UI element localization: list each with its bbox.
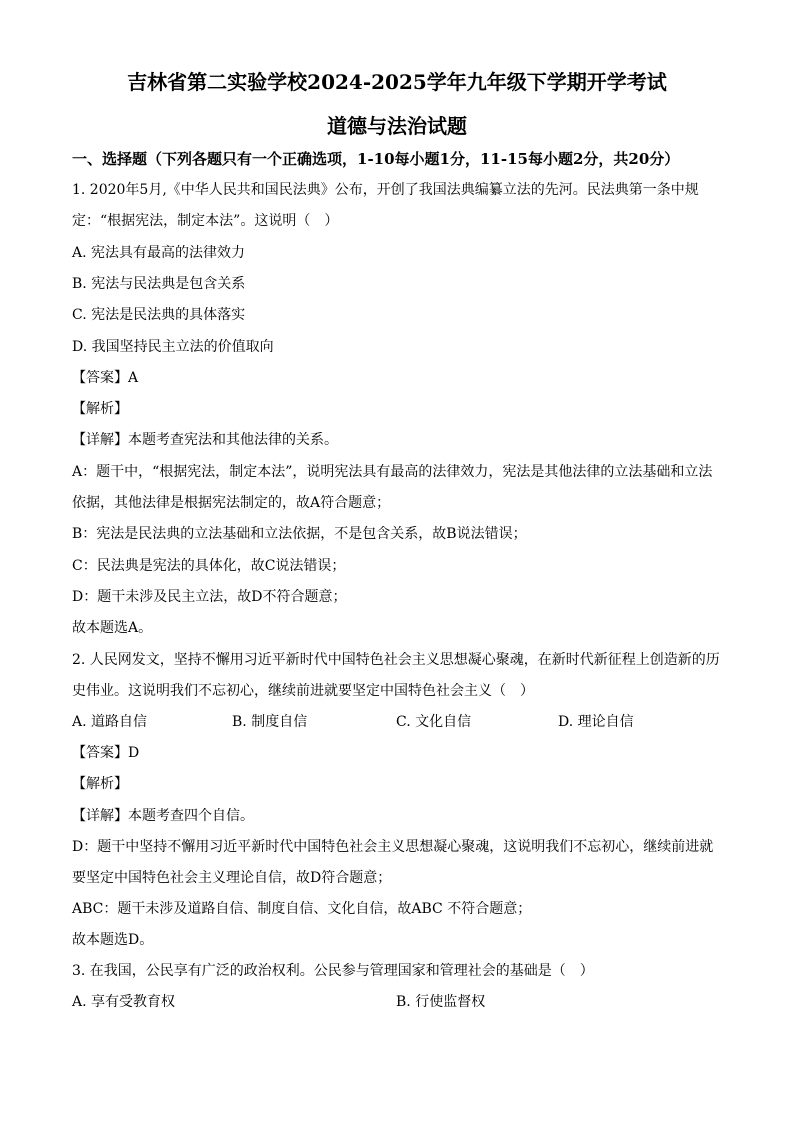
q3-option-b: B. 行使监督权: [396, 994, 486, 1010]
q2-answer: D: [128, 745, 140, 761]
q1-expl-c: C：民法典是宪法的具体化，故C说法错误；: [72, 558, 346, 574]
q2-expl-abc: ABC：题干未涉及道路自信、制度自信、文化自信，故ABC 不符合题意；: [72, 901, 532, 917]
q1-stem-line2: 定：“根据宪法，制定本法”。这说明（ ）: [72, 213, 339, 229]
q2-detail-label: 【详解】: [72, 808, 128, 824]
q1-option-d: D. 我国坚持民主立法的价值取向: [72, 339, 274, 355]
q1-answer-label: 【答案】: [72, 370, 128, 386]
q1-option-b: B. 宪法与民法典是包含关系: [72, 276, 246, 292]
q2-answer-label: 【答案】: [72, 745, 128, 761]
q2-stem-line1: 2. 人民网发文，坚持不懈用习近平新时代中国特色社会主义思想凝心聚魂，在新时代新征程上创造新的历: [72, 652, 720, 668]
q1-option-a: A. 宪法具有最高的法律效力: [72, 245, 246, 261]
q1-answer-row: [72, 368, 732, 388]
q1-answer: A: [128, 370, 139, 386]
q2-stem-line2: 史伟业。这说明我们不忘初心，继续前进就要坚定中国特色社会主义（ ）: [72, 683, 534, 699]
q2-answer-row: [72, 743, 732, 763]
q2-option-b: B. 制度自信: [232, 714, 308, 730]
q1-detail-row: [72, 430, 732, 450]
q1-expl-a-line1: A：题干中，“根据宪法，制定本法”，说明宪法具有最高的法律效力，宪法是其他法律的立法基础和立法: [72, 464, 713, 480]
q3-option-a: A. 享有受教育权: [72, 994, 176, 1010]
q1-detail: 本题考查宪法和其他法律的关系。: [128, 432, 338, 448]
q1-expl-a-line2: 依据，其他法律是根据宪法制定的，故A符合题意；: [72, 495, 391, 511]
q2-expl-d-line1: D：题干中坚持不懈用习近平新时代中国特色社会主义思想凝心聚魂，这说明我们不忘初心，继续前进就: [72, 839, 714, 855]
q1-detail-label: 【详解】: [72, 432, 128, 448]
q1-conclusion: 故本题选A。: [72, 620, 153, 636]
q1-option-c: C. 宪法是民法典的具体落实: [72, 307, 246, 323]
q2-option-a: A. 道路自信: [72, 714, 148, 730]
section-heading: 一、选择题（下列各题只有一个正确选项，1-10每小题1分，11-15每小题2分，共20分）: [72, 150, 680, 168]
q1-stem-line1: 1. 2020年5月,《中华人民共和国民法典》公布，开创了我国法典编纂立法的先河。民法典第一条中规: [72, 182, 699, 198]
q2-detail-row: [72, 806, 732, 826]
q2-expl-d-line2: 要坚定中国特色社会主义理论自信，故D符合题意；: [72, 870, 392, 886]
q1-analysis-label: 【解析】: [72, 401, 128, 417]
q3-stem: 3. 在我国，公民享有广泛的政治权利。公民参与管理国家和管理社会的基础是（ ）: [72, 963, 594, 979]
exam-title: 吉林省第二实验学校2024-2025学年九年级下学期开学考试: [127, 70, 667, 94]
exam-subtitle: 道德与法治试题: [327, 114, 467, 138]
q1-expl-d: D：题干未涉及民主立法，故D不符合题意；: [72, 589, 347, 605]
q2-option-d: D. 理论自信: [558, 714, 634, 730]
q2-option-c: C. 文化自信: [396, 714, 472, 730]
q2-conclusion: 故本题选D。: [72, 932, 154, 948]
q2-detail: 本题考查四个自信。: [128, 808, 254, 824]
q2-analysis-label: 【解析】: [72, 776, 128, 792]
q1-expl-b: B：宪法是民法典的立法基础和立法依据，不是包含关系，故B说法错误；: [72, 526, 527, 542]
